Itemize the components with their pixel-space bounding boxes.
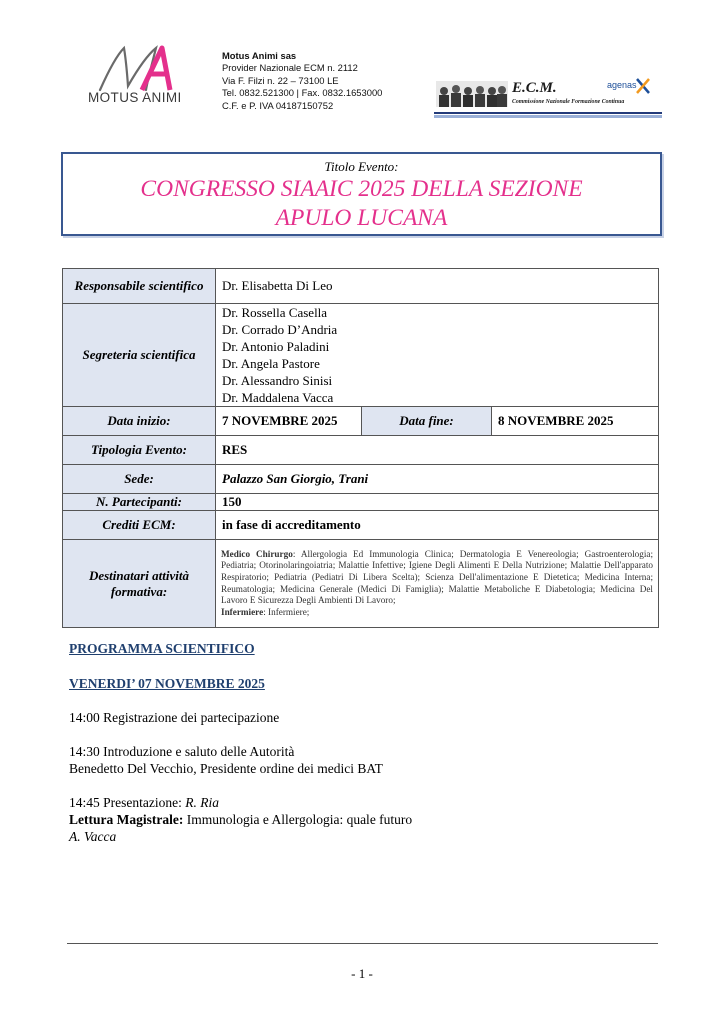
header-rule xyxy=(434,115,662,118)
tipologia-value: RES xyxy=(216,436,659,465)
table-row xyxy=(63,540,659,628)
provider-name: Motus Animi sas xyxy=(222,50,297,61)
ecm-photo-image xyxy=(436,81,508,107)
table-row xyxy=(63,407,659,436)
data-fine-label: Data fine: xyxy=(362,407,492,436)
footer-rule xyxy=(67,943,658,944)
data-inizio-label: Data inizio: xyxy=(63,407,216,436)
table-row xyxy=(63,269,659,304)
segreteria-name: Dr. Corrado D’Andria xyxy=(222,322,338,337)
table-row xyxy=(63,436,659,465)
crediti-label: Crediti ECM: xyxy=(63,511,216,540)
ecm-title: E.C.M. xyxy=(512,80,557,96)
segreteria-name: Dr. Maddalena Vacca xyxy=(222,390,334,405)
responsabile-value: Dr. Elisabetta Di Leo xyxy=(216,269,659,304)
ecm-subtitle: Commissione Nazionale Formazione Continua xyxy=(512,99,625,105)
header-rule xyxy=(434,112,662,114)
crediti-value: in fase di accreditamento xyxy=(216,511,659,540)
tipologia-label: Tipologia Evento: xyxy=(63,436,216,465)
event-title-line: CONGRESSO SIAAIC 2025 DELLA SEZIONE xyxy=(140,176,583,202)
table-row xyxy=(63,304,659,407)
agenas-logo-icon xyxy=(636,78,650,94)
program-speaker: A. Vacca xyxy=(69,829,117,844)
program-lettura-text: Immunologia e Allergologia: quale futuro xyxy=(183,812,413,827)
program-item-line xyxy=(69,794,412,811)
segreteria-name: Dr. Alessandro Sinisi xyxy=(222,373,333,388)
provider-info xyxy=(222,50,382,112)
program-time-label: 14:45 Presentazione: xyxy=(69,795,186,810)
program-lettura-head: Lettura Magistrale: xyxy=(69,812,184,827)
table-row xyxy=(63,465,659,494)
sede-value: Palazzo San Giorgio, Trani xyxy=(216,465,659,494)
event-title-box xyxy=(61,152,662,236)
program-item-line xyxy=(69,828,412,845)
destinatari-label: Destinatari attività formativa: xyxy=(63,540,216,628)
program-speaker: R. Ria xyxy=(185,795,219,810)
program-title: PROGRAMMA SCIENTIFICO xyxy=(69,641,255,656)
segreteria-name: Dr. Rossella Casella xyxy=(222,305,328,320)
page-number: - 1 - xyxy=(351,966,373,981)
destinatari-medico-text: : Allergologia Ed Immunologia Clinica; Dermatologia E Venereologia; Gastroenterologia; Pediatria; Otorinolaringoiatria; Malattie Infettive; Igiene Degli Alimenti E Della Nutrizione; Malattie Dell'apparato Respiratorio; Pediatria (Pediatri Di Libera Scelta); Scienza Dell'alimentazione E Dietetica; Medicina Interna; Reumatologia; Medicina Generale (Medici Di Famiglia); Malattie Metaboliche E Diabetologia; Medicina Del Lavoro E Sicurezza Degli Ambienti Di Lavoro; xyxy=(221,548,653,606)
agenas-logo-text: agenas xyxy=(607,80,637,90)
sede-label: Sede: xyxy=(63,465,216,494)
partecipanti-value: 150 xyxy=(216,494,659,511)
data-inizio-value: 7 NOVEMBRE 2025 xyxy=(216,407,362,436)
event-title-line: APULO LUCANA xyxy=(275,205,448,231)
partecipanti-label: N. Partecipanti: xyxy=(63,494,216,511)
table-row xyxy=(63,494,659,511)
program-item-line: Benedetto Del Vecchio, Presidente ordine dei medici BAT xyxy=(69,761,383,776)
table-row xyxy=(63,511,659,540)
segreteria-name: Dr. Angela Pastore xyxy=(222,356,320,371)
destinatari-medico-head: Medico Chirurgo xyxy=(221,548,293,559)
segreteria-label: Segreteria scientifica xyxy=(63,304,216,407)
responsabile-label: Responsabile scientifico xyxy=(63,269,216,304)
program-item xyxy=(69,743,383,777)
provider-line: C.F. e P. IVA 04187150752 xyxy=(222,99,334,111)
segreteria-names xyxy=(216,304,659,407)
program-item-line: 14:30 Introduzione e saluto delle Autorità xyxy=(69,744,295,759)
program-item xyxy=(69,794,412,845)
logo-text: MOTUS ANIMI xyxy=(88,90,182,105)
provider-line: Via F. Filzi n. 22 – 73100 LE xyxy=(222,74,339,86)
data-fine-value: 8 NOVEMBRE 2025 xyxy=(492,407,659,436)
program-day-title: VENERDI’ 07 NOVEMBRE 2025 xyxy=(69,676,265,691)
destinatari-infermiere-head: Infermiere xyxy=(221,606,264,617)
provider-line: Tel. 0832.521300 | Fax. 0832.1653000 xyxy=(222,87,383,99)
program-item-line xyxy=(69,811,412,828)
destinatari-value xyxy=(216,540,659,628)
provider-line: Provider Nazionale ECM n. 2112 xyxy=(222,62,358,74)
destinatari-infermiere-text: : Infermiere; xyxy=(263,606,310,617)
event-title xyxy=(63,175,660,233)
segreteria-name: Dr. Antonio Paladini xyxy=(222,339,330,354)
event-info-table xyxy=(62,268,659,628)
program-item: 14:00 Registrazione dei partecipazione xyxy=(69,710,280,725)
event-title-label: Titolo Evento: xyxy=(324,159,399,174)
